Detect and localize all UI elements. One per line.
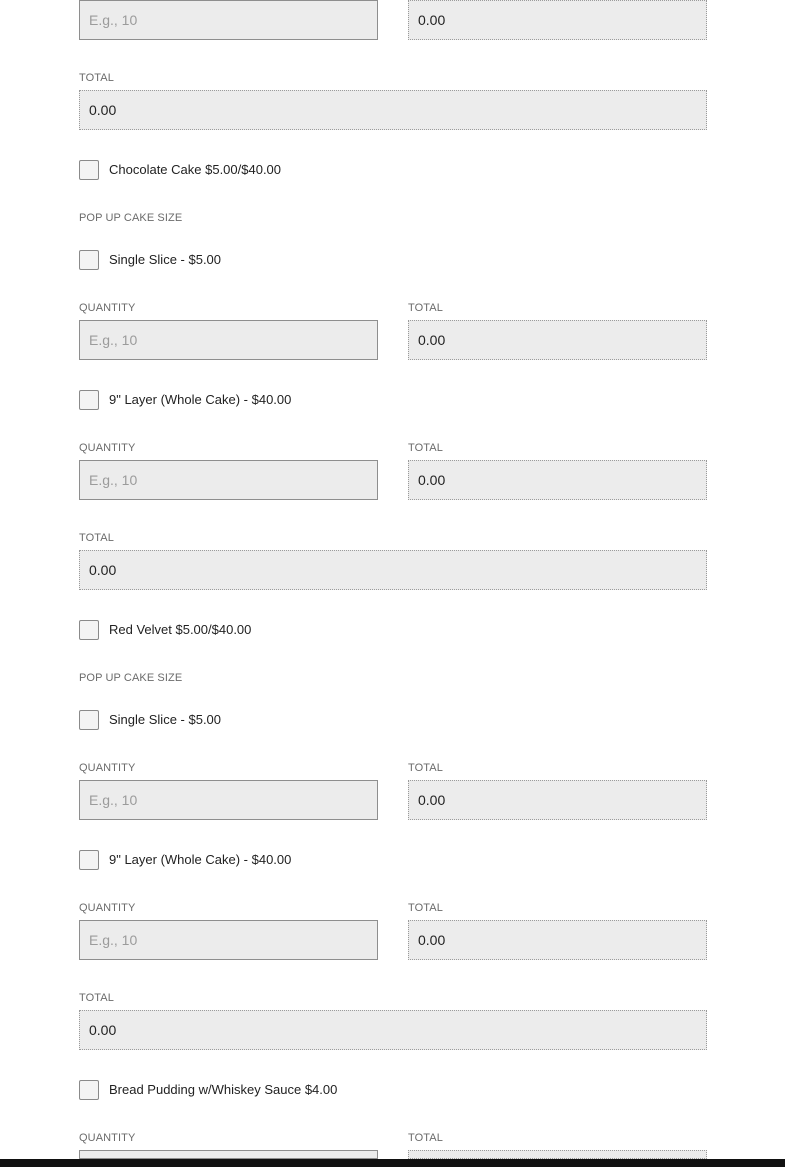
chocolate-cake-label: Chocolate Cake $5.00/$40.00 bbox=[109, 162, 282, 177]
pop-up-cake-size-label: POP UP CAKE SIZE bbox=[79, 212, 183, 224]
total-label: TOTAL bbox=[408, 442, 443, 454]
line-total-field bbox=[408, 320, 707, 360]
quantity-input[interactable] bbox=[79, 460, 378, 500]
single-slice-label: Single Slice - $5.00 bbox=[109, 252, 222, 267]
bottom-bar bbox=[0, 1159, 785, 1167]
single-slice-checkbox[interactable] bbox=[79, 250, 99, 270]
line-total-field-partial bbox=[408, 1150, 707, 1159]
quantity-label: QUANTITY bbox=[79, 302, 136, 314]
total-label: TOTAL bbox=[408, 762, 443, 774]
quantity-input[interactable] bbox=[79, 320, 378, 360]
total-label: TOTAL bbox=[79, 532, 114, 544]
single-slice-checkbox[interactable] bbox=[79, 710, 99, 730]
chocolate-cake-checkbox[interactable] bbox=[79, 160, 99, 180]
pop-up-cake-size-label: POP UP CAKE SIZE bbox=[79, 672, 183, 684]
quantity-input[interactable] bbox=[79, 0, 378, 40]
total-label: TOTAL bbox=[408, 302, 443, 314]
quantity-label: QUANTITY bbox=[79, 762, 136, 774]
line-total-field bbox=[408, 460, 707, 500]
total-label: TOTAL bbox=[408, 1132, 443, 1144]
quantity-label: QUANTITY bbox=[79, 1132, 136, 1144]
quantity-input[interactable] bbox=[79, 920, 378, 960]
whole-cake-checkbox[interactable] bbox=[79, 390, 99, 410]
total-label: TOTAL bbox=[408, 902, 443, 914]
quantity-input-partial[interactable] bbox=[79, 1150, 378, 1159]
bread-pudding-checkbox[interactable] bbox=[79, 1080, 99, 1100]
quantity-input[interactable] bbox=[79, 780, 378, 820]
line-total-field bbox=[408, 0, 707, 40]
product-total-field bbox=[79, 550, 707, 590]
single-slice-label: Single Slice - $5.00 bbox=[109, 712, 222, 727]
product-total-field bbox=[79, 1010, 707, 1050]
bread-pudding-label: Bread Pudding w/Whiskey Sauce $4.00 bbox=[109, 1082, 338, 1097]
total-label: TOTAL bbox=[79, 992, 114, 1004]
line-total-field bbox=[408, 780, 707, 820]
whole-cake-label: 9" Layer (Whole Cake) - $40.00 bbox=[109, 852, 292, 867]
product-total-field bbox=[79, 90, 707, 130]
red-velvet-label: Red Velvet $5.00/$40.00 bbox=[109, 622, 252, 637]
total-label: TOTAL bbox=[79, 72, 114, 84]
quantity-label: QUANTITY bbox=[79, 442, 136, 454]
whole-cake-label: 9" Layer (Whole Cake) - $40.00 bbox=[109, 392, 292, 407]
line-total-field bbox=[408, 920, 707, 960]
quantity-label: QUANTITY bbox=[79, 902, 136, 914]
whole-cake-checkbox[interactable] bbox=[79, 850, 99, 870]
red-velvet-checkbox[interactable] bbox=[79, 620, 99, 640]
